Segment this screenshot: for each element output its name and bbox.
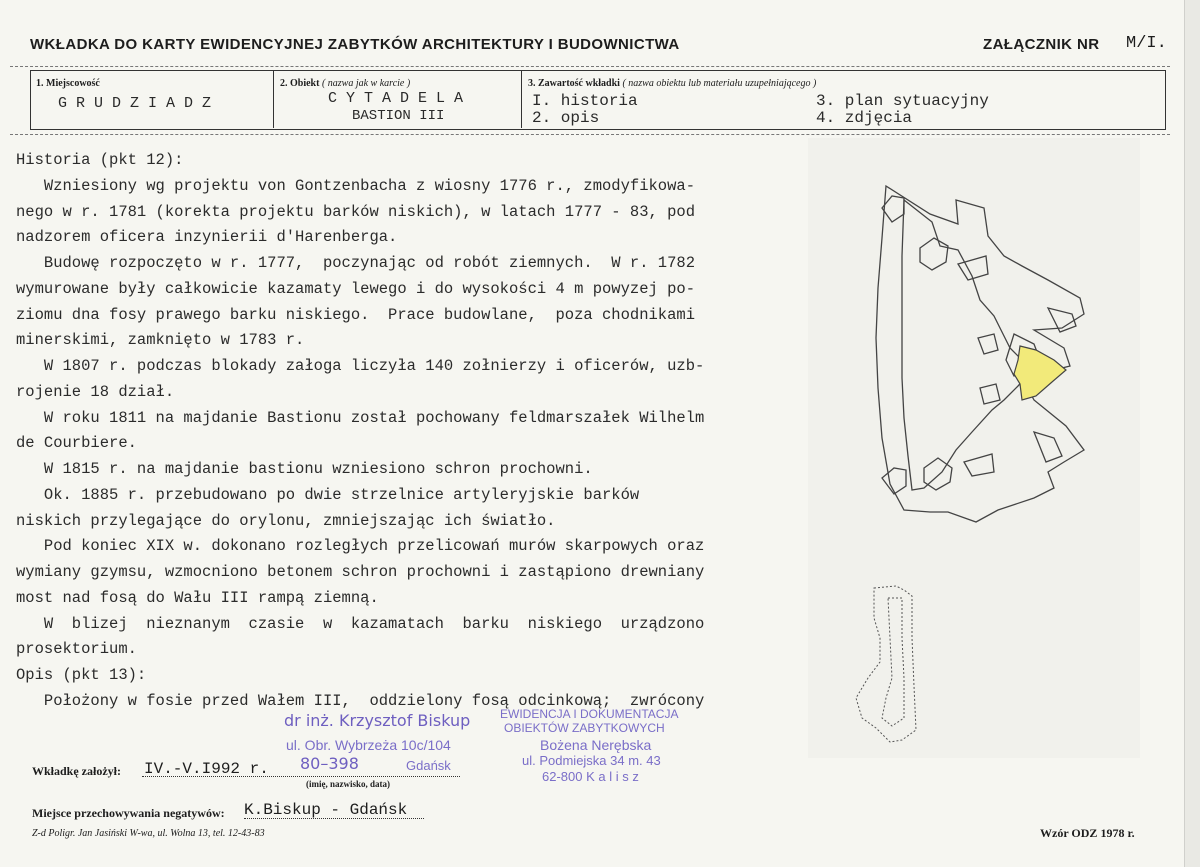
contents-item: 3. plan sytuacyjny [816, 92, 989, 110]
body-line: W roku 1811 na majdanie Bastionu został pochowany feldmarszałek Wilhelm [16, 408, 705, 427]
body-line: niskich przylegające do orylonu, zmniejszając ich światło. [16, 511, 556, 530]
negatives-value: K.Biskup - Gdańsk [244, 801, 408, 819]
body-line: wymiany gzymsu, wzmocniono betonem schron prochowni i zastąpiono drewniany [16, 563, 705, 581]
object-label-hint: ( nazwa jak w karcie ) [321, 78, 411, 89]
body-line: prosektorium. [16, 640, 137, 659]
form-version: Wzór ODZ 1978 r. [1040, 826, 1135, 840]
object-value: C Y T A D E L A [328, 90, 464, 107]
object-label-text: 2. Obiekt [280, 78, 320, 89]
created-hint: (imię, nazwisko, data) [306, 779, 390, 789]
body-line: wymurowane były całkowicie kazamaty lewego i do wysokości 4 m powyzej po- [16, 279, 696, 298]
created-underline [142, 776, 460, 777]
contents-label-text: 3. Zawartość wkładki [528, 78, 620, 89]
contents-item: I. historia [532, 92, 638, 110]
body-line: Ok. 1885 r. przebudowano po dwie strzelnice artyleryjskie barków [16, 485, 640, 504]
locality-value: G R U D Z I A D Z [58, 95, 212, 112]
body-line: Historia (pkt 12): [16, 151, 184, 169]
body-line: Położony w fosie przed Wałem III, oddzielony fosą odcinkową; zwrócony [16, 691, 705, 710]
annex-label: ZAŁĄCZNIK NR [983, 36, 1100, 53]
created-value: IV.-V.I992 r. [144, 760, 269, 778]
body-line: ziomu dna fosy prawego barku niskiego. Prace budowlane, poza chodnikami [16, 305, 696, 324]
office-stamp-line: Bożena Nerębska [540, 737, 652, 753]
field-divider [521, 70, 522, 128]
bastion-plan-svg [808, 138, 1140, 758]
body-line: nego w r. 1781 (korekta projektu barków niskich), w latach 1777 - 83, pod [16, 202, 696, 221]
printer-imprint: Z-d Poligr. Jan Jasiński W-wa, ul. Wolna 13, tel. 12-43-83 [32, 828, 265, 839]
author-stamp-line: ul. Obr. Wybrzeża 10c/104 [286, 737, 451, 753]
author-stamp-line: dr inż. Krzysztof Biskup [284, 711, 471, 730]
office-stamp-line: OBIEKTÓW ZABYTKOWYCH [504, 721, 665, 735]
body-line: W 1807 r. podczas blokady załoga liczyła 140 zołnierzy i oficerów, uzb- [16, 357, 705, 375]
contents-label [528, 78, 816, 89]
created-label: Wkładkę założył: [32, 764, 121, 778]
locality-label: 1. Miejscowość [36, 78, 100, 89]
body-line: most nad fosą do Wału III rampą ziemną. [16, 588, 379, 607]
body-line: rojenie 18 dział. [16, 382, 175, 401]
field-divider [273, 70, 274, 128]
negatives-label: Miejsce przechowywania negatywów: [32, 806, 225, 820]
annex-value: M/I. [1126, 34, 1167, 53]
highlighted-bastion [1014, 346, 1066, 400]
body-line: de Courbiere. [16, 434, 137, 453]
header-divider [10, 66, 1170, 67]
body-line: Wzniesiony wg projektu von Gontzenbacha z wiosny 1776 r., zmodyfikowa- [16, 176, 696, 195]
office-stamp-line: 62-800 K a l i s z [542, 769, 639, 784]
body-line: Pod koniec XIX w. dokonano rozległych przelicowań murów skarpowych oraz [16, 537, 705, 556]
negatives-underline [244, 818, 424, 819]
office-stamp-line: ul. Podmiejska 34 m. 43 [522, 753, 661, 768]
office-stamp-line: EWIDENCJA I DOKUMENTACJA [500, 707, 679, 721]
body-line: Budowę rozpoczęto w r. 1777, poczynając od robót ziemnych. W r. 1782 [16, 254, 696, 272]
fortification-plan [808, 138, 1140, 758]
author-stamp-line: 80–398 [300, 754, 359, 773]
body-line: minerskimi, zamknięto w 1783 r. [16, 331, 305, 350]
body-line: W blizej nieznanym czasie w kazamatach barku niskiego urządzono [16, 614, 705, 633]
form-title: WKŁADKA DO KARTY EWIDENCYJNEJ ZABYTKÓW ARCHITEKTURY I BUDOWNICTWA [30, 36, 680, 53]
body-line: nadzorem oficera inzynierii d'Harenberga. [16, 228, 398, 247]
contents-item: 2. opis [532, 109, 600, 127]
body-line: W 1815 r. na majdanie bastionu wzniesiono schron prochowni. [16, 460, 593, 478]
object-subvalue: BASTION III [352, 108, 445, 124]
object-label [280, 78, 410, 89]
body-line: Opis (pkt 13): [16, 666, 147, 684]
fields-divider [10, 134, 1170, 135]
contents-item: 4. zdjęcia [816, 109, 913, 127]
scan-edge [1184, 0, 1200, 867]
author-stamp-line: Gdańsk [406, 758, 451, 773]
contents-label-hint: ( nazwa obiektu lub materiału uzupełniającego ) [622, 78, 817, 89]
